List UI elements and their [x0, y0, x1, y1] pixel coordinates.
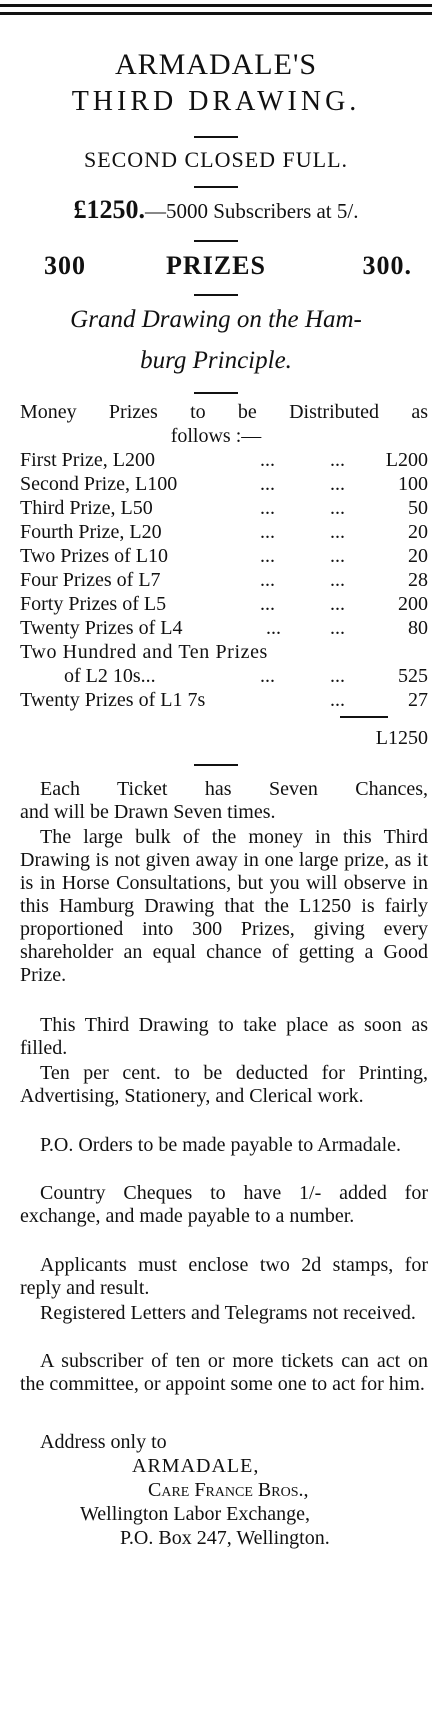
paragraph-po-orders: P.O. Orders to be made payable to Armadale. [40, 1134, 402, 1156]
paragraph-deduction: Ten per cent. to be deducted for Printing, Advertising, Stationery, and Clerical work. [20, 1062, 428, 1107]
prize-label: of L2 10s... [64, 665, 156, 687]
paragraph-committee: A subscriber of ten or more tickets can act on the committee, or appoint some one to act for him. [20, 1350, 428, 1395]
divider [194, 764, 238, 766]
prizes-banner [20, 250, 412, 282]
divider [194, 294, 238, 296]
paragraph-line: and will be Drawn Seven times. [20, 801, 276, 823]
leader-dots: ... [260, 569, 275, 591]
address-care: Care France Bros., [148, 1479, 309, 1501]
address-box: P.O. Box 247, Wellington. [120, 1527, 330, 1549]
prize-row [20, 688, 428, 712]
address-exchange: Wellington Labor Exchange, [80, 1503, 310, 1525]
divider [194, 136, 238, 138]
paragraph-bulk: The large bulk of the money in this Third Drawing is not given away in one large prize, as it is in Horse Consultations, but you will observe in this Hamburg Drawing that the L1250 is fairly proportioned into 300 Prizes, giving every shareholder an equal chance of getting a Good Prize. [20, 826, 428, 986]
leader-dots: ... [266, 617, 281, 639]
prize-row [20, 496, 428, 520]
prize-label: Two Hundred and Ten Prizes [20, 641, 268, 663]
leader-dots: ... [330, 593, 345, 615]
leader-dots: ... [260, 449, 275, 471]
divider [194, 240, 238, 242]
prize-value: 200 [398, 593, 428, 615]
leader-dots: ... [330, 497, 345, 519]
address-intro: Address only to [40, 1431, 167, 1453]
prize-value: 50 [408, 497, 428, 519]
prize-label: First Prize, L200 [20, 449, 155, 471]
prize-row [20, 568, 428, 592]
address-name: ARMADALE, [132, 1455, 260, 1477]
divider [194, 392, 238, 394]
total-rule [340, 716, 388, 718]
advert-subtitle: THIRD DRAWING. [71, 86, 361, 117]
prize-row [20, 544, 428, 568]
paragraph-registered: Registered Letters and Telegrams not received. [40, 1302, 416, 1324]
prize-value: 28 [408, 569, 428, 591]
prize-row [20, 448, 428, 472]
prize-row-long-label [20, 640, 428, 664]
leader-dots: ... [260, 665, 275, 687]
prize-value: 100 [398, 473, 428, 495]
prizes-intro-line-2: follows :— [170, 425, 262, 447]
prize-label: Two Prizes of L10 [20, 545, 169, 567]
divider [194, 186, 238, 188]
leader-dots: ... [330, 665, 345, 687]
prize-row [20, 472, 428, 496]
prize-row [20, 520, 428, 544]
leader-dots: ... [330, 545, 345, 567]
top-rule [0, 12, 432, 15]
leader-dots: ... [330, 521, 345, 543]
leader-dots: ... [260, 497, 275, 519]
advert-title: ARMADALE'S [114, 48, 318, 81]
prizes-intro-line-1: Money Prizes to be Distributed as [20, 401, 428, 423]
closed-line: SECOND CLOSED FULL. [83, 147, 349, 172]
leader-dots: ... [330, 449, 345, 471]
prize-label: Twenty Prizes of L4 [20, 617, 183, 639]
leader-dots: ... [260, 473, 275, 495]
prizes-banner-right: 300. [362, 251, 412, 280]
leader-dots: ... [260, 593, 275, 615]
leader-dots: ... [330, 473, 345, 495]
leader-dots: ... [260, 521, 275, 543]
prize-row [20, 664, 428, 688]
paragraph-cheques: Country Cheques to have 1/- added for exchange, and made payable to a number. [20, 1182, 428, 1227]
paragraph-stamps: Applicants must enclose two 2d stamps, for reply and result. [20, 1254, 428, 1299]
grand-line-1: Grand Drawing on the Ham- [70, 306, 362, 333]
prize-value: 80 [408, 617, 428, 639]
prize-value: 525 [398, 665, 428, 687]
prize-row [20, 616, 428, 640]
prize-label: Twenty Prizes of L1 7s [20, 689, 206, 711]
prize-row [20, 592, 428, 616]
prize-value: 20 [408, 545, 428, 567]
prize-label: Second Prize, L100 [20, 473, 178, 495]
top-rule [0, 4, 432, 7]
prize-value: L200 [385, 449, 428, 471]
leader-dots: ... [330, 569, 345, 591]
prize-label: Third Prize, L50 [20, 497, 153, 519]
prize-value: 27 [408, 689, 428, 711]
amount-line [0, 195, 432, 226]
leader-dots: ... [260, 545, 275, 567]
amount-bold: £1250. [73, 195, 145, 224]
prize-total: L1250 [375, 727, 428, 749]
prize-label: Fourth Prize, L20 [20, 521, 162, 543]
prize-value: 20 [408, 521, 428, 543]
amount-rest: —5000 Subscribers at 5/. [145, 199, 359, 223]
leader-dots: ... [330, 617, 345, 639]
paragraph-third-drawing: This Third Drawing to take place as soon as filled. [20, 1014, 428, 1059]
leader-dots: ... [330, 689, 345, 711]
prize-label: Four Prizes of L7 [20, 569, 161, 591]
prizes-banner-word: PRIZES [166, 251, 266, 280]
prize-label: Forty Prizes of L5 [20, 593, 167, 615]
prizes-banner-left: 300 [44, 251, 86, 280]
grand-line-2: burg Principle. [140, 347, 292, 374]
paragraph-tickets [20, 778, 428, 824]
paragraph-line: Each Ticket has Seven Chances, [40, 778, 428, 800]
